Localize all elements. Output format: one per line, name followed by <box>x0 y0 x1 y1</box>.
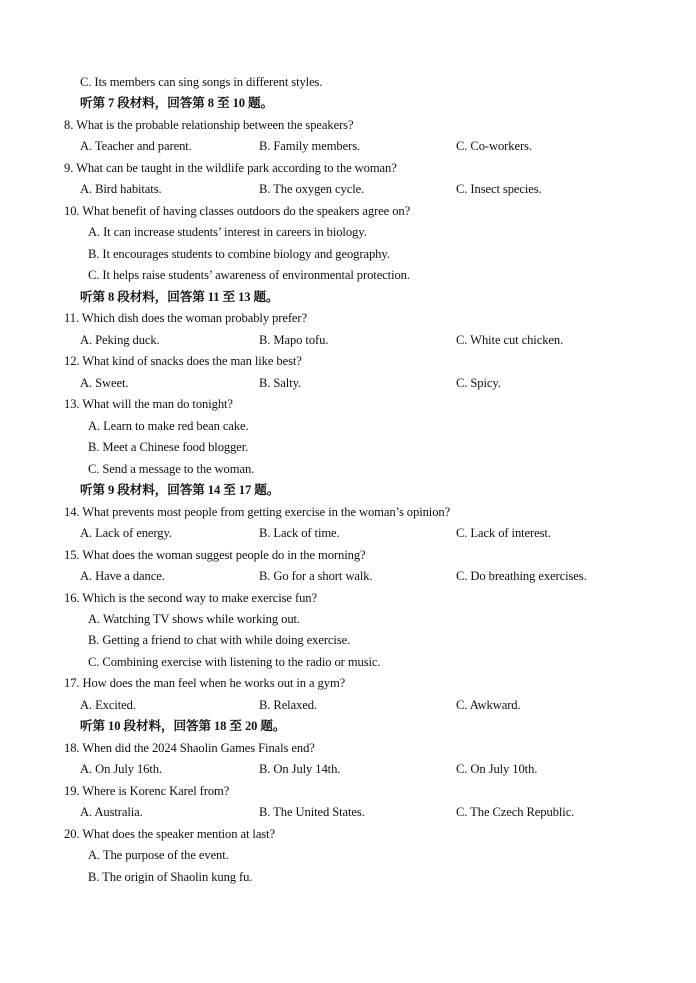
q12-options-option-c: C. Spicy. <box>456 375 501 390</box>
section-10-heading: 听第 10 段材料，回答第 18 至 20 题。 <box>80 719 286 734</box>
q16-c-option: C. Combining exercise with listening to the radio or music. <box>88 654 381 669</box>
q11-question: 11. Which dish does the woman probably prefer? <box>64 311 308 326</box>
q8-question: 8. What is the probable relationship between the speakers? <box>64 117 354 132</box>
q11-options-option-c: C. White cut chicken. <box>456 332 564 347</box>
q19-options-option-b: B. The United States. <box>259 805 365 820</box>
q18-options-option-c: C. On July 10th. <box>456 762 538 777</box>
q20-a-option: A. The purpose of the event. <box>88 848 229 863</box>
q17-question: 17. How does the man feel when he works out in a gym? <box>64 676 346 691</box>
q17-options-option-a: A. Excited. <box>80 697 136 712</box>
q20-question: 20. What does the speaker mention at last? <box>64 826 275 841</box>
q14-options-option-b: B. Lack of time. <box>259 526 340 541</box>
q12-options-option-a: A. Sweet. <box>80 375 129 390</box>
q20-b-option: B. The origin of Shaolin kung fu. <box>88 869 253 884</box>
section-9-heading: 听第 9 段材料，回答第 14 至 17 题。 <box>80 483 280 498</box>
q19-options-option-c: C. The Czech Republic. <box>456 805 575 820</box>
q18-options-option-a: A. On July 16th. <box>80 762 163 777</box>
q18-question: 18. When did the 2024 Shaolin Games Finals end? <box>64 740 315 755</box>
q15-options-option-b: B. Go for a short walk. <box>259 569 373 584</box>
q16-a-option: A. Watching TV shows while working out. <box>88 612 300 626</box>
q19-options-option-a: A. Australia. <box>80 805 143 820</box>
q15-options-option-a: A. Have a dance. <box>80 569 165 584</box>
q10-a-option: A. It can increase students’ interest in careers in biology. <box>88 225 367 240</box>
q13-c-option: C. Send a message to the woman. <box>88 461 255 476</box>
q11-options-option-a: A. Peking duck. <box>80 332 160 347</box>
q7-c-option: C. Its members can sing songs in different styles. <box>80 75 323 89</box>
q14-options-option-a: A. Lack of energy. <box>80 526 172 541</box>
q10-question: 10. What benefit of having classes outdoors do the speakers agree on? <box>64 203 411 218</box>
q15-question: 15. What does the woman suggest people do in the morning? <box>64 547 366 562</box>
q9-question: 9. What can be taught in the wildlife park according to the woman? <box>64 160 397 175</box>
q14-question: 14. What prevents most people from getting exercise in the woman’s opinion? <box>64 504 451 519</box>
q16-question: 16. Which is the second way to make exercise fun? <box>64 590 317 605</box>
q10-c-option: C. It helps raise students’ awareness of environmental protection. <box>88 268 410 283</box>
q13-a-option: A. Learn to make red bean cake. <box>88 418 249 433</box>
q17-options-option-b: B. Relaxed. <box>259 697 318 712</box>
q8-options-option-a: A. Teacher and parent. <box>80 139 192 154</box>
q17-options-option-c: C. Awkward. <box>456 697 521 712</box>
q15-options-option-c: C. Do breathing exercises. <box>456 569 587 584</box>
q8-options-option-c: C. Co-workers. <box>456 139 532 154</box>
section-7-heading: 听第 7 段材料，回答第 8 至 10 题。 <box>80 96 274 111</box>
q13-question: 13. What will the man do tonight? <box>64 397 233 412</box>
q18-options-option-b: B. On July 14th. <box>259 762 341 777</box>
q8-options-option-b: B. Family members. <box>259 139 361 154</box>
q9-options-option-b: B. The oxygen cycle. <box>259 182 365 197</box>
section-8-heading: 听第 8 段材料，回答第 11 至 13 题。 <box>80 289 279 304</box>
q16-b-option: B. Getting a friend to chat with while doing exercise. <box>88 633 351 648</box>
q12-question: 12. What kind of snacks does the man like best? <box>64 354 302 369</box>
q13-b-option: B. Meet a Chinese food blogger. <box>88 440 249 455</box>
q10-b-option: B. It encourages students to combine biology and geography. <box>88 246 390 261</box>
q12-options-option-b: B. Salty. <box>259 375 302 390</box>
q11-options-option-b: B. Mapo tofu. <box>259 332 329 347</box>
q9-options-option-c: C. Insect species. <box>456 182 542 197</box>
q14-options-option-c: C. Lack of interest. <box>456 526 551 541</box>
q19-question: 19. Where is Korenc Karel from? <box>64 783 230 798</box>
q9-options-option-a: A. Bird habitats. <box>80 182 162 197</box>
